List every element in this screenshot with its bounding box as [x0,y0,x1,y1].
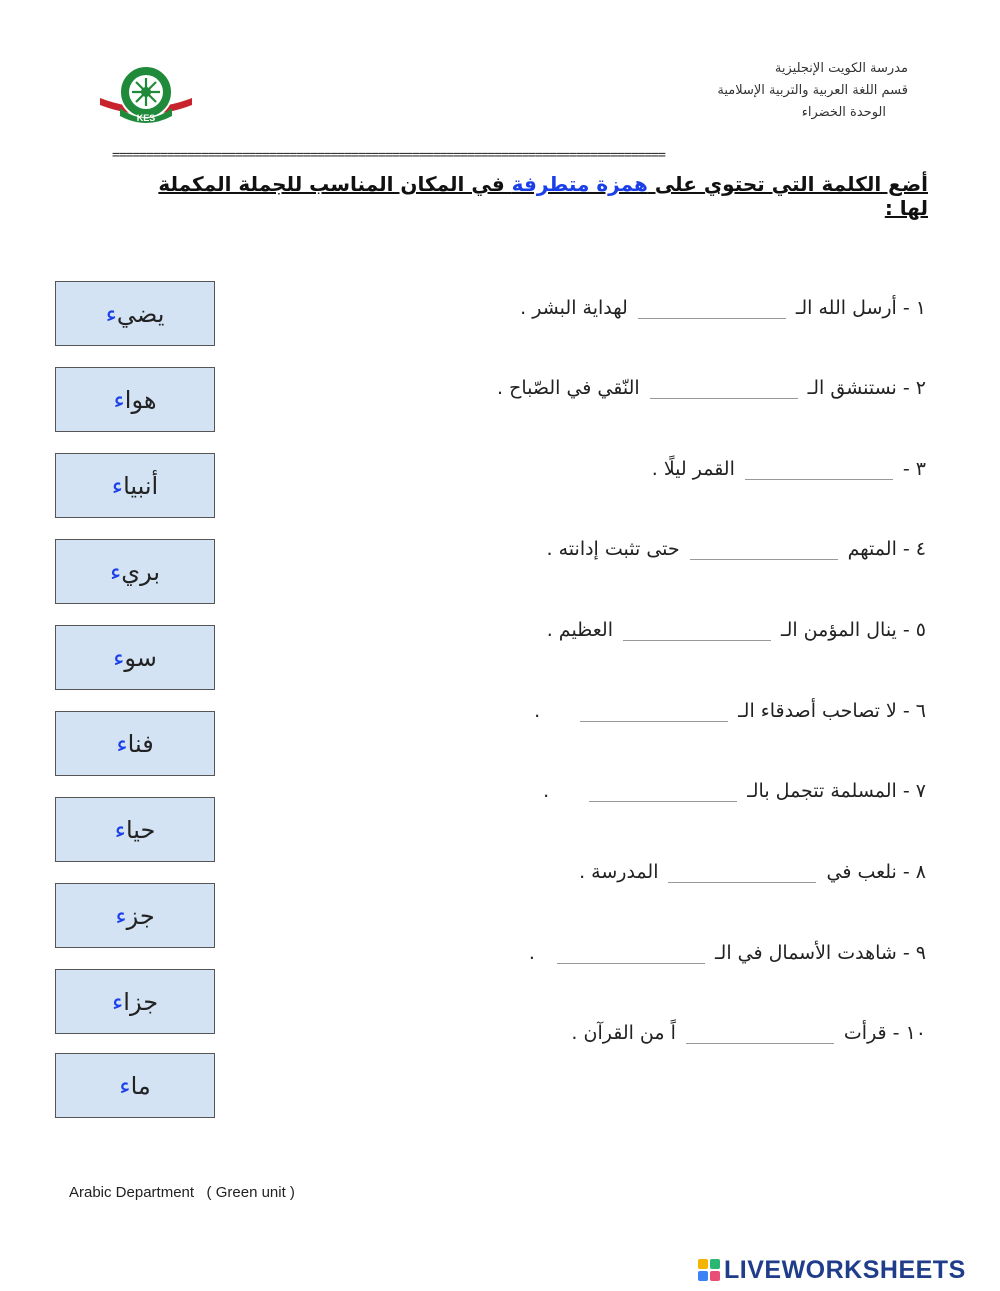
word-hamza: ء [113,643,125,672]
sentence-before: ٣ - [902,458,926,480]
word-stem: سو [124,643,157,672]
word-option[interactable] [55,625,215,690]
sentence-before: ٥ - ينال المؤمن الـ [781,619,926,641]
word-stem: هوا [124,385,157,414]
sentence-before: ٧ - المسلمة تتجمل بالـ [747,780,926,802]
sentence-after: النّقي في الصّباح . [497,377,640,399]
sentence-row [652,452,926,486]
word-hamza: ء [119,1071,131,1100]
sentence-after: حتى تثبت إدانته . [546,538,680,560]
word-stem: ما [130,1071,151,1100]
separator-line: ================================================================================= [112,148,665,163]
sentence-after: . [528,942,535,964]
sentence-before: ٤ - المتهم [847,538,926,560]
answer-blank[interactable] [686,1023,834,1044]
sentence-row [497,371,926,405]
sentence-row [534,694,926,728]
sentence-row [579,855,926,889]
word-hamza: ء [105,299,117,328]
sentence-after: القمر ليلًا . [651,458,735,480]
brand-logo-icon [698,1259,720,1281]
word-stem: يضي [116,299,165,328]
sentence-row [547,613,926,647]
word-hamza: ء [113,385,125,414]
sentence-before: ١ - أرسل الله الـ [795,297,926,319]
answer-blank[interactable] [589,781,737,802]
sentence-row [543,774,926,808]
school-logo [98,58,194,128]
answer-blank[interactable] [668,862,816,883]
answer-blank[interactable] [557,943,705,964]
word-option[interactable] [55,453,215,518]
sentence-before: ٩ - شاهدت الأسمال في الـ [714,942,926,964]
sentence-before: ٢ - نستنشق الـ [807,377,926,399]
word-hamza: ء [114,815,126,844]
word-option[interactable] [55,969,215,1034]
liveworksheets-brand[interactable] [698,1256,966,1284]
sentence-row [520,291,926,325]
sentence-after: اً من القرآن . [571,1022,676,1044]
word-option[interactable] [55,1053,215,1118]
word-stem: بري [121,557,161,586]
word-option[interactable] [55,539,215,604]
word-option[interactable] [55,711,215,776]
department-name: قسم اللغة العربية والتربية الإسلامية [717,83,908,98]
word-stem: جز [126,901,155,930]
word-stem: جزا [123,987,159,1016]
sentence-after: العظيم . [546,619,613,641]
word-stem: فنا [127,729,154,758]
word-stem: حيا [125,815,156,844]
word-hamza: ء [115,901,127,930]
logo-text: KES [136,113,156,123]
sentence-row [571,1016,926,1050]
school-header [648,58,908,124]
instruction-heading [128,172,928,220]
brand-name: LIVEWORKSHEETS [724,1255,966,1284]
answer-blank[interactable] [638,298,786,319]
word-hamza: ء [116,729,128,758]
word-option[interactable] [55,797,215,862]
word-option[interactable] [55,883,215,948]
word-hamza: ء [111,471,124,500]
answer-blank[interactable] [650,378,798,399]
sentence-before: ٨ - نلعب في [826,861,926,883]
answer-blank[interactable] [623,620,771,641]
word-option[interactable] [55,281,215,346]
word-hamza: ء [110,557,122,586]
answer-blank[interactable] [580,701,728,722]
sentence-row [547,532,926,566]
word-option[interactable] [55,367,215,432]
word-hamza: ء [111,987,124,1016]
sentence-before: ١٠ - قرأت [843,1022,926,1044]
instruction-highlight: همزة متطرفة [511,172,648,196]
sentence-after: . [543,780,550,802]
unit-name: الوحدة الخضراء [801,105,886,120]
sentence-after: المدرسة . [579,861,659,883]
sentence-after: لهداية البشر . [520,297,628,319]
sentence-row [529,936,926,970]
instruction-before: أضع الكلمة التي تحتوي على [647,172,928,196]
school-name: مدرسة الكويت الإنجليزية [774,61,908,76]
footer-text: Arabic Department ( Green unit ) [69,1184,295,1201]
answer-blank[interactable] [690,539,838,560]
sentence-after: . [534,700,541,722]
instruction-after: في المكان المناسب للجملة المكملة لها : [158,172,928,220]
sentence-before: ٦ - لا تصاحب أصدقاء الـ [738,700,926,722]
word-stem: أنبيا [123,471,159,500]
answer-blank[interactable] [745,459,893,480]
